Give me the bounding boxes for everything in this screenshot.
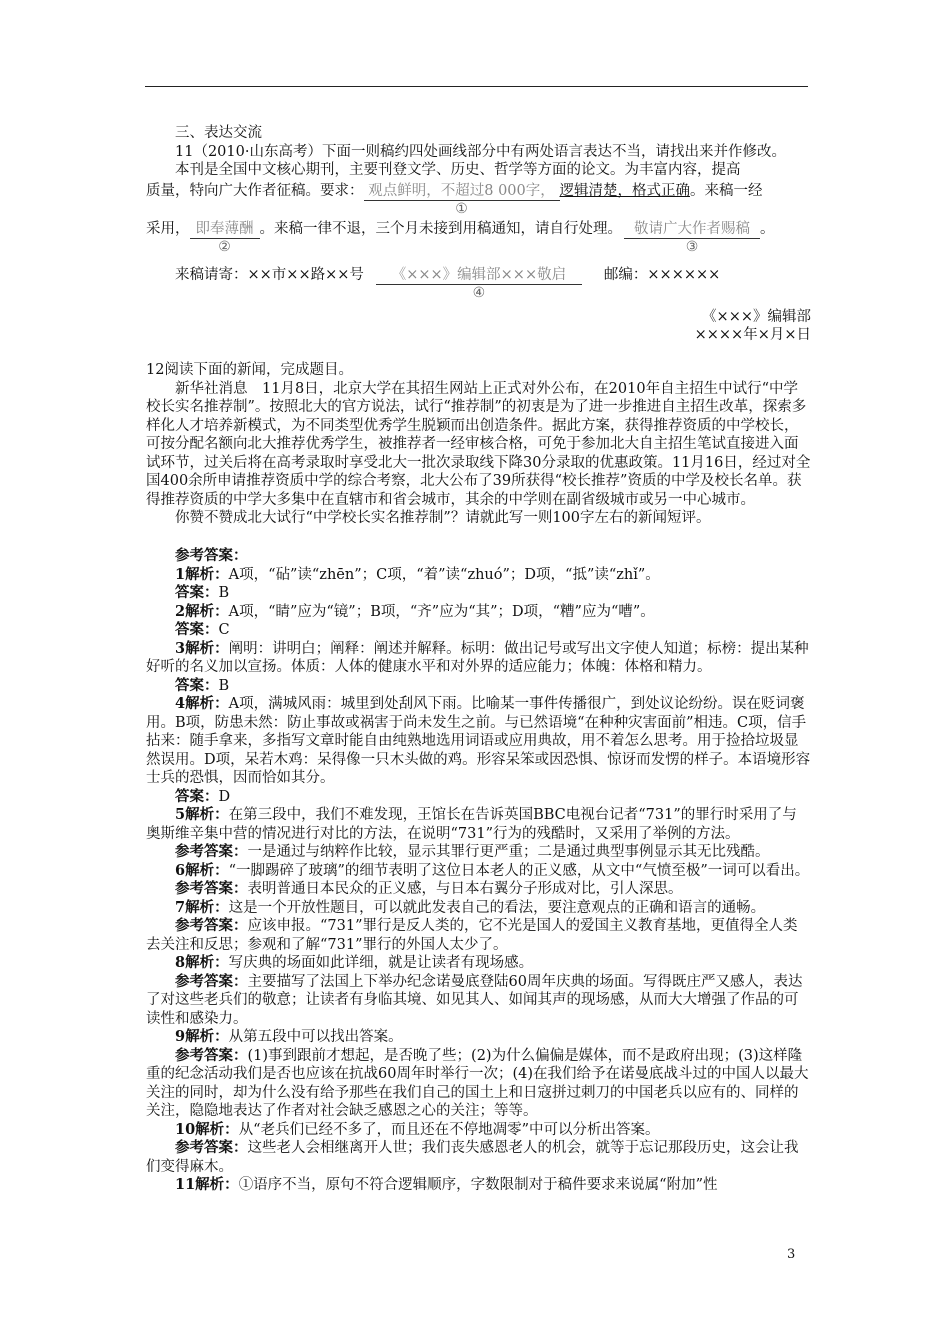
q11-address-line: 来稿请寄：××市××路××号 《×××》编辑部×××敬启 ④ 邮编：×××××× <box>175 266 721 301</box>
underlined-phrase: 逻辑清楚，格式正确 <box>559 182 690 199</box>
answer-7: 7解析：这是一个开放性题目，可以就此发表自己的看法，要注意观点的正确和语言的通畅。 <box>175 898 766 916</box>
answer-5: 5解析：在第三段中，我们不难发现，王馆长在告诉英国BBC电视台记者“731”的罪行时采用了与奥斯维辛集中营的情况进行对比的方法，在说明“731”行为的残酷时，又采用了举例的方法。 <box>146 806 797 842</box>
question-11-block <box>146 124 811 345</box>
blank-1: 观点鲜明，不超过8 000字， ① <box>364 182 560 202</box>
answer-1: 1解析：A项，“砧”读“zhēn”；C项，“着”读“zhuó”；D项，“抵”读“zhǐ”。 <box>175 565 660 583</box>
answer-9: 9解析：从第五段中可以找出答案。 <box>175 1028 403 1045</box>
q12-prompt: 12阅读下面的新闻，完成题目。 <box>146 362 353 378</box>
q11-signature-office: 《×××》编辑部 <box>702 308 811 325</box>
answer-10: 10解析：从“老兵们已经不多了，而且还在不停地凋零”中可以分析出答案。 <box>175 1120 660 1138</box>
answers-block <box>146 547 811 1195</box>
answer-10-ref: 参考答案：这些老人会相继离开人世；我们丧失感恩老人的机会，就等于忘记那段历史，这会让我们变得麻木。 <box>146 1139 799 1175</box>
answer-3-key: 答案：B <box>175 676 230 694</box>
q12-news: 新华社消息 11月8日，北京大学在其招生网站上正式对外公布，在2010年自主招生中试行“中学校长实名推荐制”。按照北大的官方说法，试行“推荐制”的初衷是为了进一步推进自主招生改革，探索多样化人才培养新模式，为不同类型优秀学生脱颖而出创造条件。据此方案，获得推荐资质的中学校长，可按分配名额向北大推荐优秀学生，被推荐者一经审核合格，可免于参加北大自主招生笔试直接进入面试环节，过关后将在高考录取时享受北大一批次录取线下降30分录取的优惠政策。11月16日，经过对全国400余所申请推荐资质中学的综合考察，北大公布了39所获得“校长推荐”资质的中学及校长名单。获得推荐资质的中学大多集中在直辖市和省会城市，其余的中学则在副省级城市或另一中心城市。 <box>146 380 811 508</box>
answer-2-key: 答案：C <box>175 621 230 638</box>
answer-2: 2解析：A项，“睛”应为“镜”；B项，“齐”应为“其”；D项，“糟”应为“嘈”。 <box>175 602 655 620</box>
answer-1-key: 答案：B <box>175 584 230 601</box>
answer-4-key: 答案：D <box>175 787 231 805</box>
q11-para-line3: 采用， 即奉薄酬 ② 。来稿一律不退，三个月未接到用稿通知，请自行处理。 敬请广大作者赐稿 ③ 。 <box>146 220 775 255</box>
page-number: 3 <box>787 1247 796 1262</box>
section-title: 三、表达交流 <box>175 125 262 141</box>
answer-5-ref: 参考答案：一是通过与纳粹作比较，显示其罪行更严重；二是通过典型事例显示其无比残酷。 <box>175 843 770 860</box>
answer-6: 6解析：“一脚踢碎了玻璃”的细节表明了这位日本老人的正义感，从文中“气愤至极”一词可以看出。 <box>175 861 810 879</box>
q12-question: 你赞不赞成北大试行“中学校长实名推荐制”？请就此写一则100字左右的新闻短评。 <box>175 510 711 526</box>
answer-6-ref: 参考答案：表明普通日本民众的正义感，与日本右翼分子形成对比，引人深思。 <box>175 880 683 897</box>
answer-8-ref: 参考答案：主要描写了法国上下举办纪念诺曼底登陆60周年庆典的场面。写得既庄严又感人，表达了对这些老兵们的敬意；让读者有身临其境、如见其人、如闻其声的现场感，从而大大增强了作品的可读性和感染力。 <box>146 972 803 1027</box>
q11-para-line1: 本刊是全国中文核心期刊，主要刊登文学、历史、哲学等方面的论文。为丰富内容，提高 <box>175 162 741 178</box>
answer-9-ref: 参考答案：(1)事到跟前才想起，是否晚了些；(2)为什么偏偏是媒体，而不是政府出现；(3)这样隆重的纪念活动我们是否也应该在抗战60周年时举行一次；(4)在我们给予在诺曼底战斗过的中国人以最大关注的同时，却为什么没有给予那些在我们自己的国土上和日寇拼过刺刀的中国老兵以应有的、同样的关注，隐隐地表达了作者对社会缺乏感恩之心的关注；等等。 <box>146 1046 809 1119</box>
answer-4: 4解析：A项，满城风雨：城里到处刮风下雨。比喻某一事件传播很广，到处议论纷纷。误在贬词褒用。B项，防患未然：防止事故或祸害于尚未发生之前。与已然语境“在种种灾害面前”相违。C项，信手拈来：随手拿来，多指写文章时能自由纯熟地选用词语或应用典故，用不着怎么思考。用于捡拾垃圾显然误用。D项，呆若木鸡：呆得像一只木头做的鸡。形容呆笨或因恐惧、惊讶而发愣的样子。本语境形容士兵的恐惧，因而恰如其分。 <box>146 695 811 786</box>
blank-2: 即奉薄酬 ② <box>190 220 260 240</box>
answers-title: 参考答案： <box>175 547 248 564</box>
answer-11: 11解析：①语序不当，原句不符合逻辑顺序，字数限制对于稿件要求来说属“附加”性 <box>175 1176 718 1193</box>
q11-para-line2: 质量，特向广大作者征稿。要求： 观点鲜明，不超过8 000字， ① 逻辑清楚，格式正确。来稿一经 <box>146 182 763 217</box>
question-12-block <box>146 361 811 528</box>
q11-signature-date: ××××年×月×日 <box>694 327 811 343</box>
header-rule <box>145 86 808 87</box>
blank-3: 敬请广大作者赐稿 ③ <box>624 220 760 240</box>
answer-7-ref: 参考答案：应该申报。“731”罪行是反人类的，它不光是国人的爱国主义教育基地，更值得全人类去关注和反思；参观和了解“731”罪行的外国人太少了。 <box>146 917 798 953</box>
blank-4: 《×××》编辑部×××敬启 ④ <box>376 266 582 286</box>
answer-3: 3解析：阐明：讲明白；阐释：阐述并解释。标明：做出记号或写出文字使人知道；标榜：提出某种好听的名义加以宣扬。体质：人体的健康水平和对外界的适应能力；体魄：体格和精力。 <box>146 639 809 675</box>
answer-8: 8解析：写庆典的场面如此详细，就是让读者有现场感。 <box>175 954 534 971</box>
q11-prompt: 11（2010·山东高考）下面一则稿约四处画线部分中有两处语言表达不当，请找出来并作修改。 <box>175 143 786 160</box>
